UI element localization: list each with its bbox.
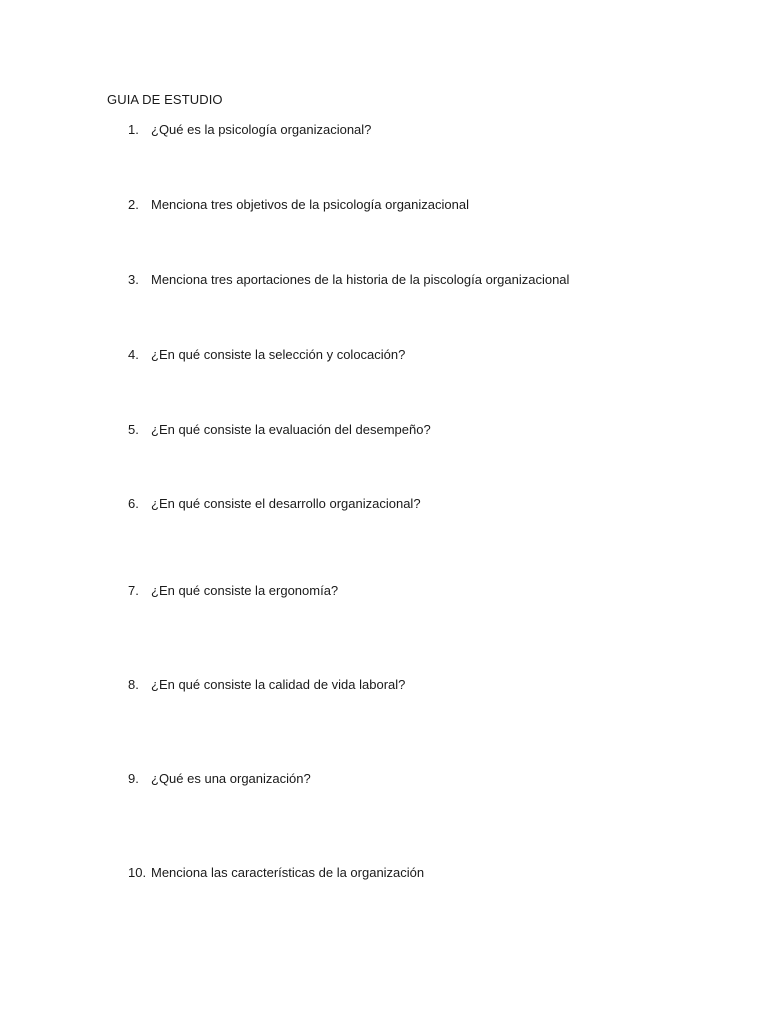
question-item — [128, 272, 569, 287]
question-item — [128, 122, 371, 137]
question-text: ¿En qué consiste la calidad de vida laboral? — [151, 677, 406, 692]
question-text: Menciona tres aportaciones de la historia de la piscología organizacional — [151, 272, 570, 287]
question-text: ¿En qué consiste el desarrollo organizacional? — [151, 496, 421, 511]
question-item — [128, 677, 405, 692]
question-number: 4. — [128, 347, 139, 362]
question-item — [128, 197, 469, 212]
question-number: 7. — [128, 583, 139, 598]
question-text: ¿En qué consiste la ergonomía? — [151, 583, 339, 598]
question-number: 1. — [128, 122, 139, 137]
question-item — [128, 583, 338, 598]
question-item — [128, 347, 405, 362]
question-number: 5. — [128, 422, 139, 437]
question-text: ¿En qué consiste la evaluación del desempeño? — [151, 422, 431, 437]
question-number: 6. — [128, 496, 139, 511]
question-number: 2. — [128, 197, 139, 212]
question-item — [128, 771, 311, 786]
question-number: 10. — [128, 865, 147, 880]
question-text: Menciona las características de la organización — [151, 865, 425, 880]
question-text: Menciona tres objetivos de la psicología organizacional — [151, 197, 469, 212]
question-text: ¿Qué es la psicología organizacional? — [151, 122, 372, 137]
document-title: GUIA DE ESTUDIO — [107, 92, 223, 107]
question-text: ¿En qué consiste la selección y colocación? — [151, 347, 406, 362]
question-item — [128, 422, 431, 437]
question-number: 3. — [128, 272, 139, 287]
question-item — [128, 865, 424, 880]
question-item — [128, 496, 421, 511]
question-text: ¿Qué es una organización? — [151, 771, 311, 786]
question-number: 8. — [128, 677, 139, 692]
question-number: 9. — [128, 771, 139, 786]
